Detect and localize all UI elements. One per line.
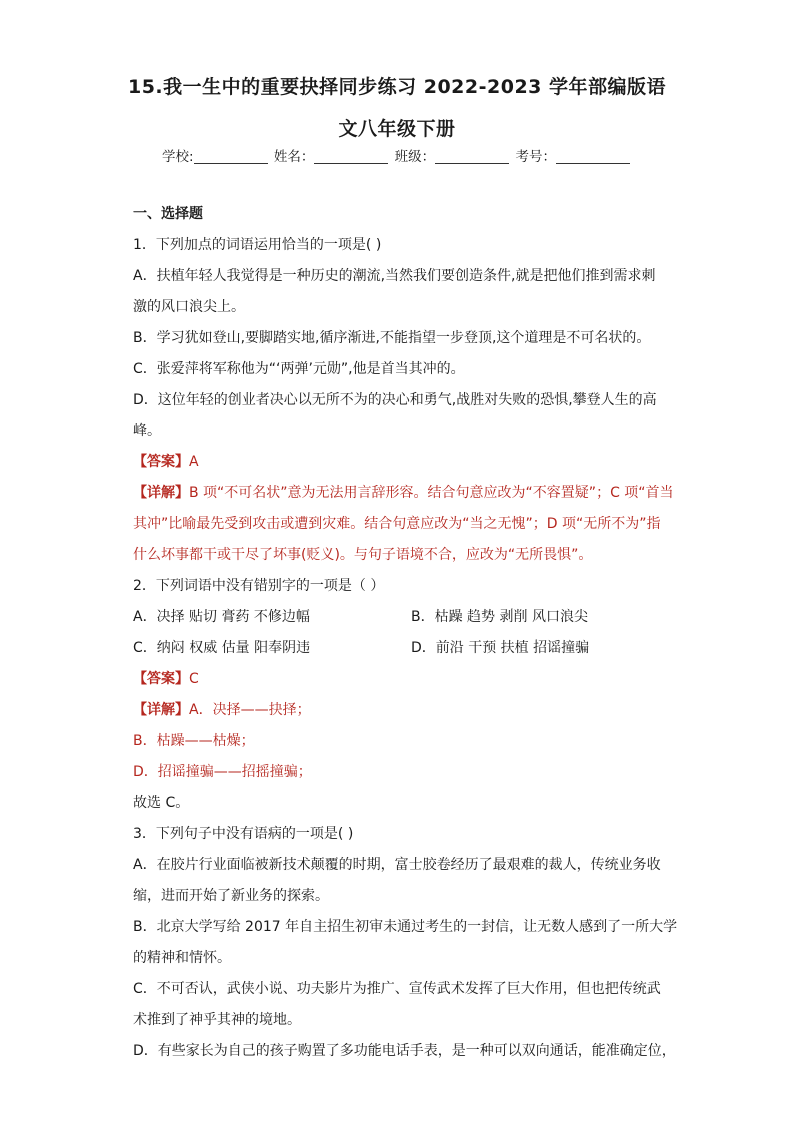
- question-3-option-a: A．在胶片行业面临被新技术颠覆的时期，富士胶卷经历了最艰难的裁人，传统业务收: [133, 857, 661, 873]
- detail-label: 【详解】: [133, 485, 189, 501]
- question-2-detail-cont: D．招谣撞骗——招摇撞骗；: [133, 764, 312, 780]
- answer-label: 【答案】: [133, 671, 189, 687]
- detail-text: B 项“不可名状”意为无法用言辞形容。结合句意应改为“不容置疑”；C 项“首当: [189, 485, 674, 501]
- page-title: 15.我一生中的重要抉择同步练习 2022-2023 学年部编版语: [127, 76, 667, 98]
- exam-no-label: 考号：: [515, 149, 556, 165]
- question-1-detail-cont: 什么坏事都干或干尽了坏事(贬义)。与句子语境不合，应改为“无所畏惧”。: [133, 547, 593, 563]
- question-2-detail: [133, 695, 665, 726]
- answer-value: C: [189, 671, 199, 687]
- question-2-stem: 2．下列词语中没有错别字的一项是（ ）: [133, 578, 385, 594]
- question-3-option-a-cont: 缩，进而开始了新业务的探索。: [133, 888, 329, 904]
- school-label: 学校:: [162, 149, 194, 165]
- question-3-option-c: C．不可否认，武侠小说、功夫影片为推广、宣传武术发挥了巨大作用，但也把传统武: [133, 981, 661, 997]
- question-3-option-b-cont: 的精神和情怀。: [133, 950, 231, 966]
- question-2-options-row: [133, 633, 665, 664]
- question-2-option-d: D．前沿 干预 扶植 招谣撞骗: [411, 640, 590, 656]
- question-1-option-a: A．扶植年轻人我觉得是一种历史的潮流,当然我们要创造条件,就是把他们推到需求刺: [133, 268, 656, 284]
- name-blank: [314, 149, 388, 164]
- question-3-option-d: D．有些家长为自己的孩子购置了多功能电话手表，是一种可以双向通话，能准确定位，: [133, 1043, 676, 1059]
- question-1-option-b: B．学习犹如登山,要脚踏实地,循序渐进,不能指望一步登顶,这个道理是不可名状的。: [133, 330, 651, 346]
- class-blank: [435, 149, 509, 164]
- section-heading: 一、选择题: [133, 206, 203, 222]
- question-2-answer: [133, 664, 665, 695]
- question-2-option-c: C．纳闷 权威 估量 阳奉阴违: [133, 640, 311, 656]
- class-label: 班级：: [394, 149, 436, 165]
- detail-text: A．决择——抉择；: [189, 702, 311, 718]
- question-1-stem: 1．下列加点的词语运用恰当的一项是( ): [133, 237, 382, 253]
- detail-label: 【详解】: [133, 702, 189, 718]
- question-2-options-row: [133, 602, 665, 633]
- answer-label: 【答案】: [133, 454, 189, 470]
- question-1-option-d: D．这位年轻的创业者决心以无所不为的决心和勇气,战胜对失败的恐惧,攀登人生的高: [133, 392, 657, 408]
- question-2-detail-cont: B．枯躁——枯燥；: [133, 733, 255, 749]
- question-1-detail-cont: 其冲”比喻最先受到攻击或遭到灾难。结合句意应改为“当之无愧”；D 项“无所不为”指: [133, 516, 661, 532]
- student-info-line: [0, 145, 794, 165]
- question-1-detail: [133, 478, 674, 509]
- question-2-option-a: A．决择 贴切 膏药 不修边幅: [133, 609, 310, 625]
- question-2-option-b: B．枯躁 趋势 剥削 风口浪尖: [411, 609, 588, 625]
- name-label: 姓名：: [273, 149, 315, 165]
- question-3-option-b: B．北京大学写给 2017 年自主招生初审未通过考生的一封信，让无数人感到了一所大学: [133, 919, 678, 935]
- question-content: [133, 199, 678, 1067]
- question-1-option-a-cont: 激的风口浪尖上。: [133, 299, 245, 315]
- exam-no-blank: [556, 149, 630, 164]
- question-3-stem: 3．下列句子中没有语病的一项是( ): [133, 826, 354, 842]
- answer-value: A: [189, 454, 199, 470]
- question-1-option-d-cont: 峰。: [133, 423, 161, 439]
- question-1-answer: [133, 447, 665, 478]
- question-2-conclusion: 故选 C。: [133, 795, 190, 811]
- question-1-option-c: C．张爱萍将军称他为“‘两弹’元勋”,他是首当其冲的。: [133, 361, 465, 377]
- page-title-continued: 文八年级下册: [338, 118, 456, 140]
- school-blank: [194, 149, 268, 164]
- question-3-option-c-cont: 术推到了神乎其神的境地。: [133, 1012, 301, 1028]
